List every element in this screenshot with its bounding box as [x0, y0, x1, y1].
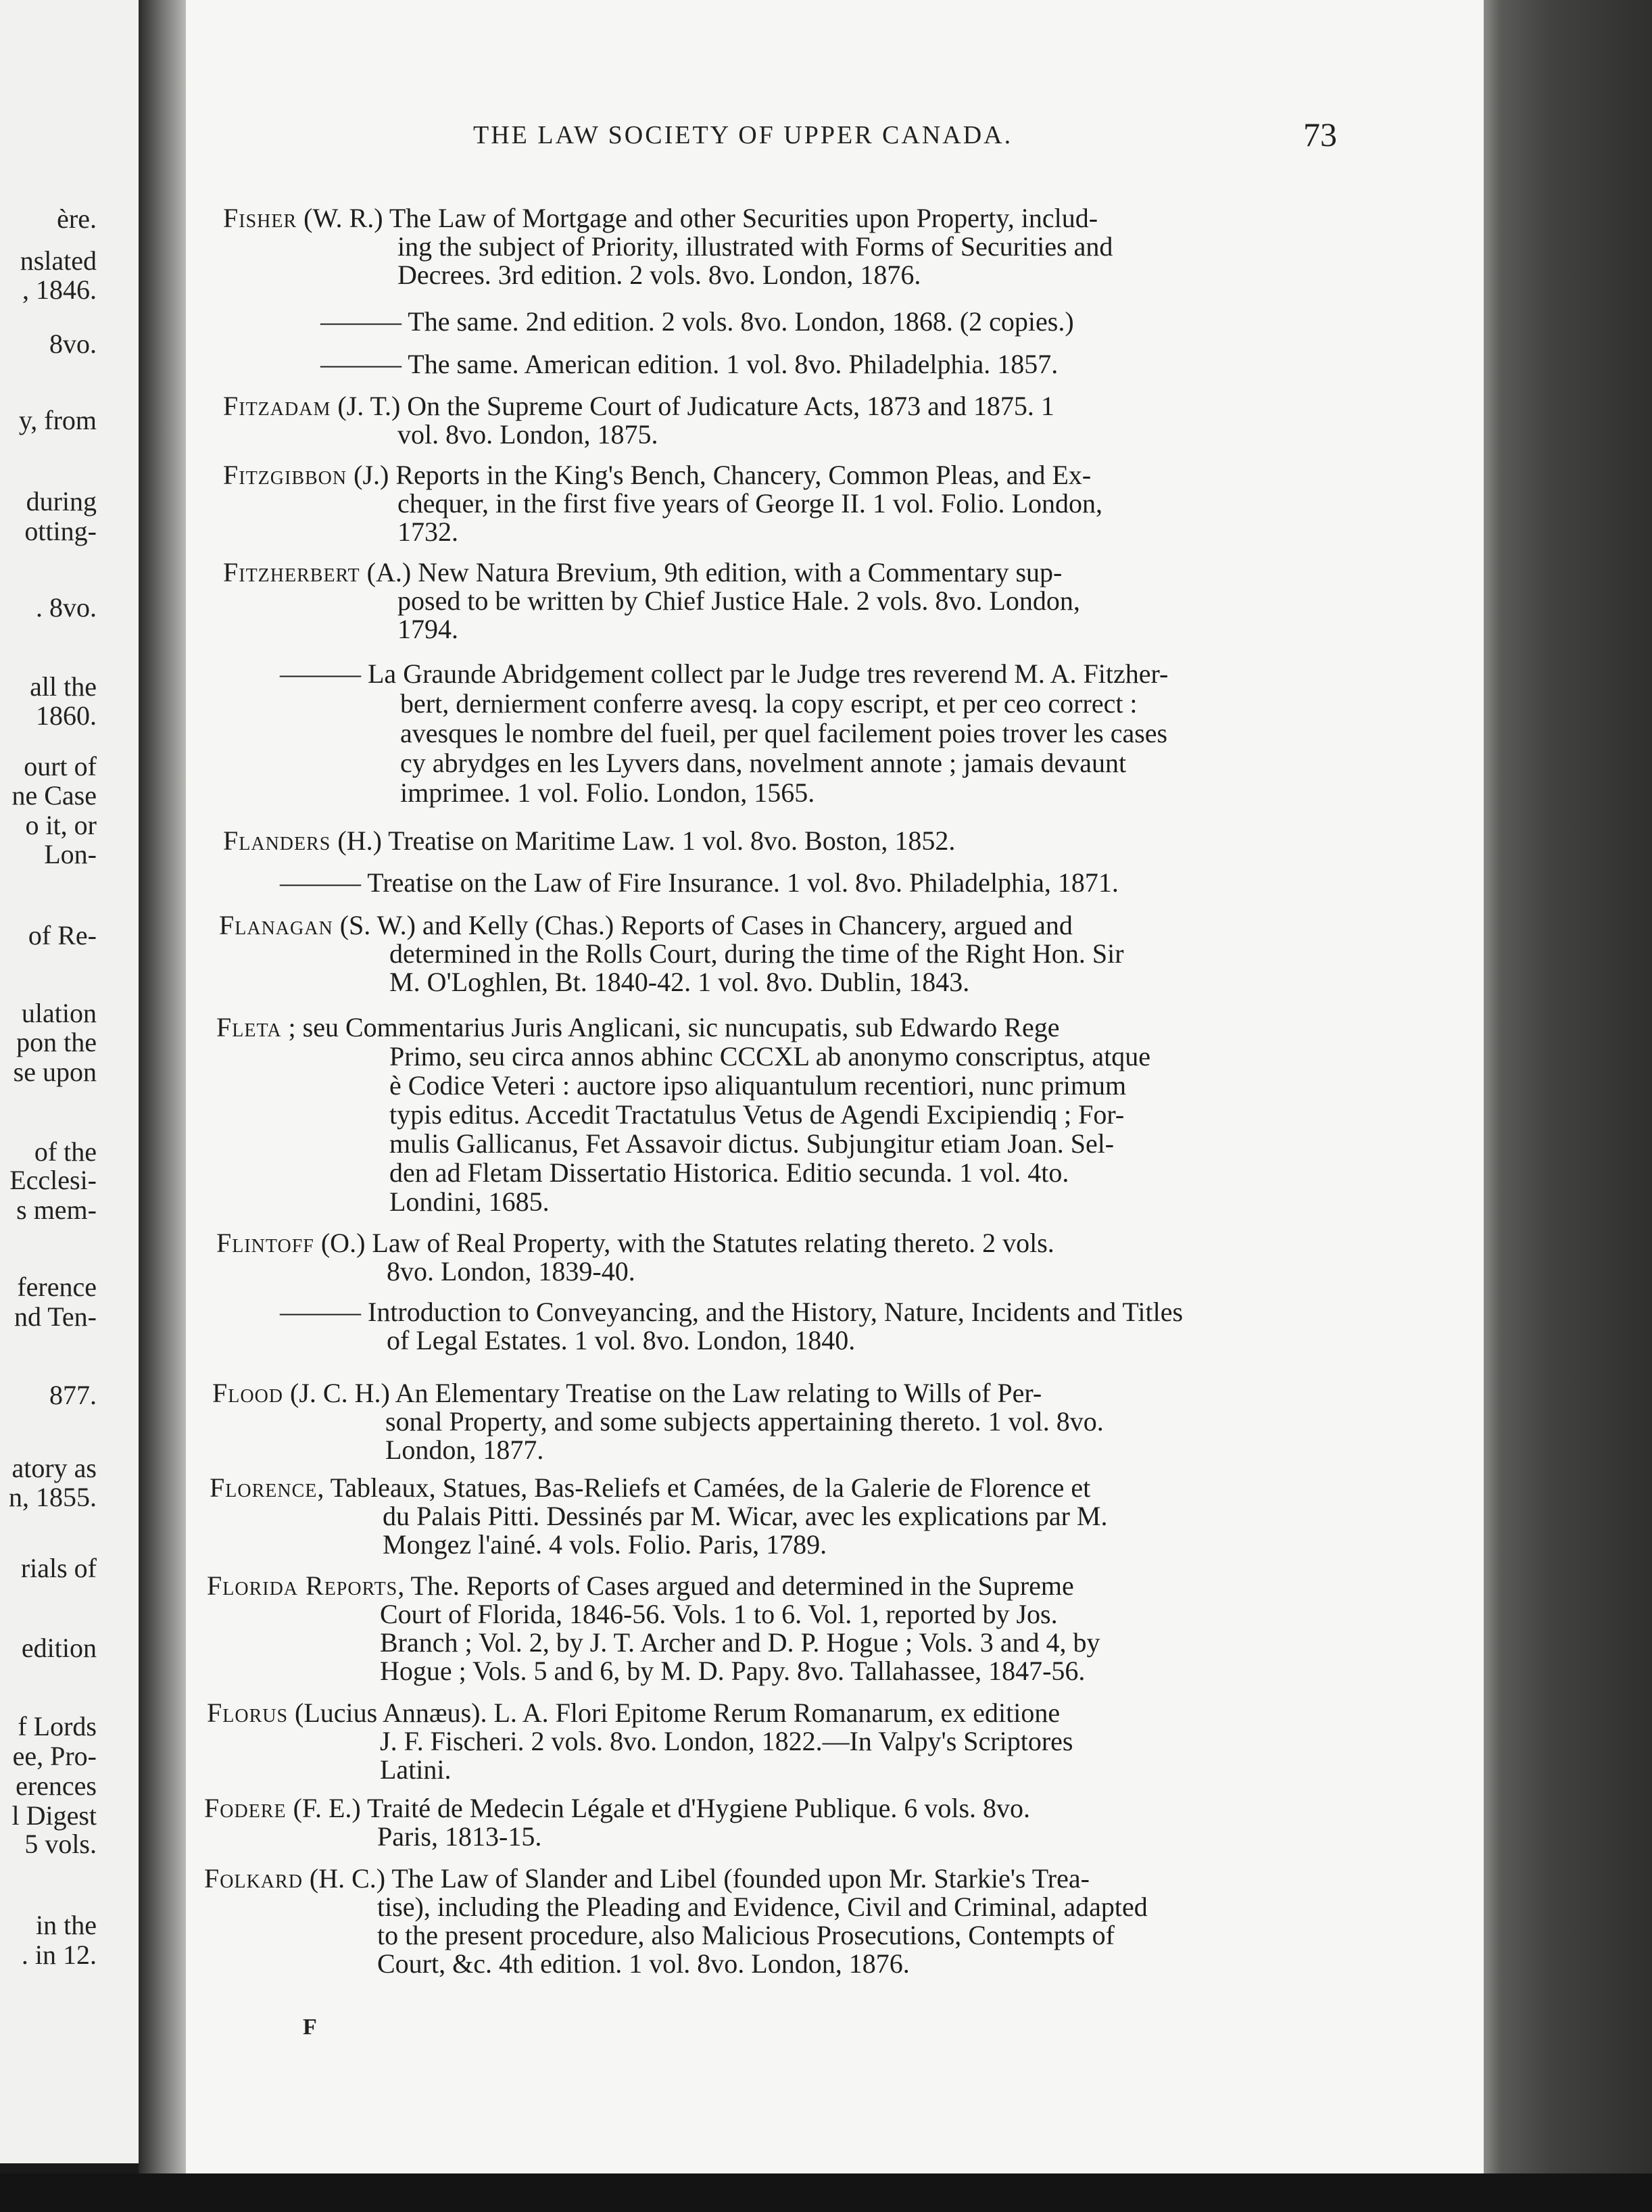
entry-continuation-line: Londini, 1685.: [389, 1186, 550, 1217]
left-page-text-fragment: ee, Pro-: [12, 1741, 97, 1771]
entry-continuation-line: of Legal Estates. 1 vol. 8vo. London, 1840.: [387, 1325, 856, 1355]
catalogue-entry: [320, 350, 1058, 379]
entry-headword: Fitzgibbon: [223, 460, 347, 490]
entry-continuation-line: den ad Fletam Dissertatio Historica. Editio secunda. 1 vol. 4to.: [389, 1157, 1069, 1188]
catalogue-entry: [216, 1229, 1054, 1286]
left-page-text-fragment: otting-: [24, 516, 97, 546]
signature-mark: F: [303, 2015, 317, 2040]
left-page-text-fragment: f Lords: [18, 1711, 97, 1741]
left-page-text-fragment: n, 1855.: [9, 1482, 97, 1512]
left-page-text-fragment: Ecclesi-: [9, 1165, 97, 1195]
left-page-text-fragment: erences: [16, 1771, 97, 1801]
entry-first-line: ——— La Graunde Abridgement collect par le Judge tres reverend M. A. Fitzher-: [280, 658, 1169, 689]
entry-first-line: Fitzgibbon (J.) Reports in the King's Bench, Chancery, Common Pleas, and Ex-: [223, 460, 1092, 490]
left-page-text-fragment: 5 vols.: [24, 1829, 97, 1859]
catalogue-entry: [223, 558, 1080, 644]
entry-continuation-line: 1794.: [397, 614, 458, 644]
left-page-text-fragment: . 8vo.: [36, 592, 97, 623]
entry-first-line: Fitzherbert (A.) New Natura Brevium, 9th edition, with a Commentary sup-: [223, 557, 1063, 587]
entry-continuation-line: vol. 8vo. London, 1875.: [397, 419, 658, 450]
left-page-text-fragment: y, from: [18, 405, 97, 435]
entry-continuation-line: Court, &c. 4th edition. 1 vol. 8vo. London, 1876.: [377, 1948, 910, 1979]
page-number: 73: [1303, 116, 1337, 153]
catalogue-entry: [204, 1794, 1030, 1851]
entry-continuation-line: chequer, in the first five years of George II. 1 vol. Folio. London,: [397, 488, 1102, 519]
catalogue-entry: [223, 392, 1054, 449]
entry-continuation-line: Primo, seu circa annos abhinc CCCXL ab anonymo conscriptus, atque: [389, 1041, 1151, 1072]
entry-headword: Fodere: [204, 1793, 287, 1823]
entry-continuation-line: è Codice Veteri : auctore ipso aliquantulum recentiori, nunc primum: [389, 1070, 1127, 1101]
entry-first-line: ——— Introduction to Conveyancing, and the History, Nature, Incidents and Titles: [280, 1297, 1184, 1327]
left-page-text-fragment: 8vo.: [49, 329, 97, 359]
entry-continuation-line: to the present procedure, also Malicious Prosecutions, Contempts of: [377, 1920, 1115, 1950]
entry-first-line: Flanders (H.) Treatise on Maritime Law. 1 vol. 8vo. Boston, 1852.: [223, 825, 956, 856]
entry-continuation-line: imprimee. 1 vol. Folio. London, 1565.: [400, 777, 815, 808]
entry-headword: Folkard: [204, 1863, 303, 1894]
catalogue-entry: [210, 1474, 1107, 1559]
entry-continuation-line: tise), including the Pleading and Evidence, Civil and Criminal, adapted: [377, 1892, 1148, 1922]
entry-continuation-line: ing the subject of Priority, illustrated with Forms of Securities and: [397, 231, 1113, 262]
left-page-text-fragment: . in 12.: [21, 1940, 97, 1970]
catalogue-entry: [223, 827, 955, 855]
entry-headword: Florus: [207, 1698, 289, 1728]
left-page-text-fragment: rials of: [20, 1553, 97, 1583]
left-page-text-fragment: atory as: [11, 1453, 97, 1483]
entry-first-line: Florence, Tableaux, Statues, Bas-Reliefs et Camées, de la Galerie de Florence et: [210, 1472, 1091, 1503]
left-page-text-fragment: 1860.: [36, 700, 97, 731]
left-page-fragment: [0, 0, 139, 2163]
entry-first-line: ——— Treatise on the Law of Fire Insurance. 1 vol. 8vo. Philadelphia, 1871.: [280, 867, 1119, 898]
left-page-text-fragment: ference: [17, 1272, 97, 1302]
entry-headword: Flood: [212, 1378, 284, 1408]
entry-first-line: Florida Reports, The. Reports of Cases argued and determined in the Supreme: [207, 1570, 1074, 1601]
catalogue-entry: [207, 1699, 1073, 1784]
entry-continuation-line: 1732.: [397, 516, 458, 547]
entry-first-line: Flood (J. C. H.) An Elementary Treatise on the Law relating to Wills of Per-: [212, 1378, 1042, 1408]
entry-headword: Fitzherbert: [223, 557, 360, 587]
entry-continuation-line: London, 1877.: [385, 1435, 544, 1465]
left-page-text-fragment: ne Case: [11, 780, 97, 811]
running-head: THE LAW SOCIETY OF UPPER CANADA.: [473, 121, 1013, 149]
entry-first-line: Folkard (H. C.) The Law of Slander and Libel (founded upon Mr. Starkie's Trea-: [204, 1863, 1090, 1894]
entry-continuation-line: typis editus. Accedit Tractatulus Vetus de Agendi Excipiendiq ; For-: [389, 1099, 1125, 1130]
entry-first-line: Fisher (W. R.) The Law of Mortgage and other Securities upon Property, includ-: [223, 203, 1098, 233]
left-page-text-fragment: 877.: [49, 1380, 97, 1410]
catalogue-entry: [280, 1298, 1183, 1355]
entry-continuation-line: Decrees. 3rd edition. 2 vols. 8vo. London, 1876.: [397, 260, 921, 290]
entry-headword: Flintoff: [216, 1228, 314, 1258]
left-page-text-fragment: o it, or: [25, 810, 97, 840]
left-page-text-fragment: of Re-: [28, 920, 97, 951]
entry-headword: Fisher: [223, 203, 297, 233]
entry-first-line: Flanagan (S. W.) and Kelly (Chas.) Reports of Cases in Chancery, argued and: [219, 910, 1073, 940]
entry-continuation-line: 8vo. London, 1839-40.: [387, 1256, 635, 1287]
entry-continuation-line: mulis Gallicanus, Fet Assavoir dictus. Subjungitur etiam Joan. Sel-: [389, 1128, 1115, 1159]
entry-continuation-line: bert, dernierment conferre avesq. la copy escript, et per ceo correct :: [400, 688, 1138, 719]
entry-headword: Flanagan: [219, 910, 333, 940]
entry-continuation-line: posed to be written by Chief Justice Hale. 2 vols. 8vo. London,: [397, 585, 1080, 616]
scan-bottom-band: [0, 2173, 1652, 2212]
entry-continuation-line: Paris, 1813-15.: [377, 1821, 542, 1852]
left-page-text-fragment: s mem-: [16, 1195, 97, 1225]
entry-continuation-line: M. O'Loghlen, Bt. 1840-42. 1 vol. 8vo. Dublin, 1843.: [389, 967, 970, 997]
left-page-text-fragment: all the: [30, 671, 97, 702]
entry-first-line: Fitzadam (J. T.) On the Supreme Court of Judicature Acts, 1873 and 1875. 1: [223, 391, 1054, 421]
entry-headword: Fleta: [216, 1012, 282, 1042]
catalogue-entry: [219, 911, 1124, 996]
catalogue-entry: [280, 659, 1168, 808]
left-page-text-fragment: , 1846.: [22, 274, 97, 305]
entry-headword: Florida Reports: [207, 1570, 398, 1601]
catalogue-entry: [223, 204, 1113, 289]
entry-continuation-line: sonal Property, and some subjects appertaining thereto. 1 vol. 8vo.: [385, 1406, 1104, 1437]
catalogue-entry: [207, 1572, 1100, 1685]
catalogue-entry: [320, 308, 1074, 336]
entry-headword: Flanders: [223, 825, 331, 856]
left-page-text-fragment: of the: [34, 1136, 97, 1167]
entry-first-line: Flintoff (O.) Law of Real Property, with the Statutes relating thereto. 2 vols.: [216, 1228, 1054, 1258]
left-page-text-fragment: ère.: [57, 203, 97, 234]
left-page-text-fragment: l Digest: [11, 1800, 97, 1831]
left-page-text-fragment: during: [26, 486, 97, 516]
left-page-text-fragment: in the: [36, 1910, 97, 1940]
entry-continuation-line: avesques le nombre del fueil, per quel facilement poies trover les cases: [400, 718, 1168, 748]
catalogue-entry: [216, 1013, 1150, 1216]
entry-continuation-line: Mongez l'ainé. 4 vols. Folio. Paris, 1789.: [383, 1529, 827, 1560]
entry-headword: Florence: [210, 1472, 318, 1503]
left-page-text-fragment: nd Ten-: [14, 1301, 97, 1332]
book-gutter: [139, 0, 186, 2173]
entry-continuation-line: du Palais Pitti. Dessinés par M. Wicar, avec les explications par M.: [383, 1501, 1108, 1531]
entry-first-line: Fleta ; seu Commentarius Juris Anglicani, sic nuncupatis, sub Edwardo Rege: [216, 1012, 1060, 1042]
entry-continuation-line: Hogue ; Vols. 5 and 6, by M. D. Papy. 8vo. Tallahassee, 1847-56.: [380, 1656, 1086, 1686]
catalogue-entry: [223, 461, 1102, 546]
entry-headword: Fitzadam: [223, 391, 331, 421]
entry-continuation-line: Branch ; Vol. 2, by J. T. Archer and D. P. Hogue ; Vols. 3 and 4, by: [380, 1627, 1100, 1658]
left-page-text-fragment: Lon-: [44, 839, 97, 869]
catalogue-entry: [280, 869, 1119, 897]
entry-continuation-line: Court of Florida, 1846-56. Vols. 1 to 6. Vol. 1, reported by Jos.: [380, 1599, 1058, 1629]
left-page-text-fragment: se upon: [13, 1057, 97, 1087]
entry-first-line: Florus (Lucius Annæus). L. A. Flori Epitome Rerum Romanarum, ex editione: [207, 1698, 1061, 1728]
entry-continuation-line: determined in the Rolls Court, during the time of the Right Hon. Sir: [389, 938, 1124, 969]
left-page-text-fragment: nslated: [20, 245, 97, 276]
entry-first-line: ——— The same. American edition. 1 vol. 8vo. Philadelphia. 1857.: [320, 349, 1059, 379]
entry-continuation-line: cy abrydges en les Lyvers dans, novelment annote ; jamais devaunt: [400, 748, 1127, 778]
entry-first-line: Fodere (F. E.) Traité de Medecin Légale et d'Hygiene Publique. 6 vols. 8vo.: [204, 1793, 1031, 1823]
left-page-text-fragment: ulation: [21, 998, 97, 1028]
left-page-text-fragment: pon the: [16, 1027, 97, 1057]
catalogue-entry: [204, 1865, 1148, 1978]
catalogue-entry: [212, 1379, 1104, 1464]
entry-continuation-line: Latini.: [380, 1754, 452, 1785]
entry-first-line: ——— The same. 2nd edition. 2 vols. 8vo. London, 1868. (2 copies.): [320, 306, 1074, 337]
page-edge: [1484, 0, 1652, 2184]
left-page-text-fragment: edition: [21, 1633, 97, 1663]
left-page-text-fragment: ourt of: [24, 751, 97, 782]
entry-continuation-line: J. F. Fischeri. 2 vols. 8vo. London, 1822.—In Valpy's Scriptores: [380, 1726, 1073, 1756]
